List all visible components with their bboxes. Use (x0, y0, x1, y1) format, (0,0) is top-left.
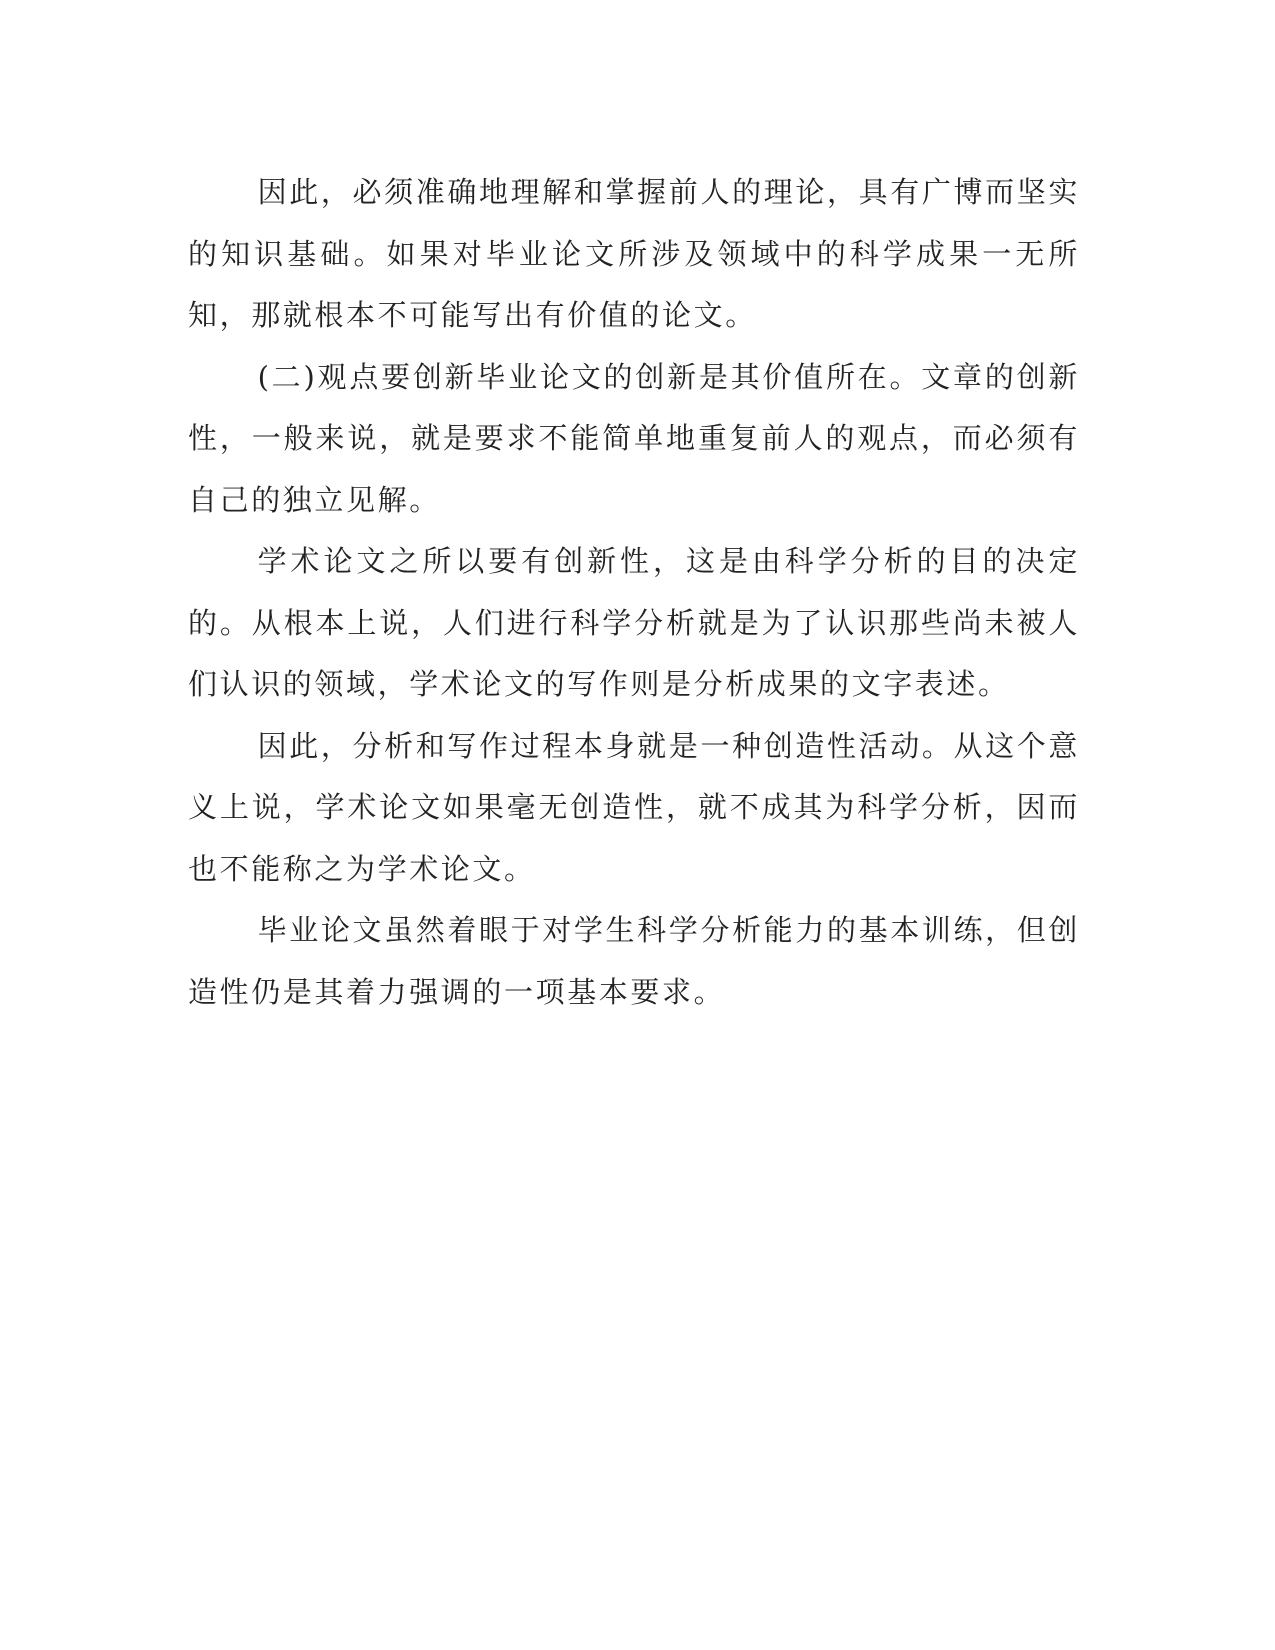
paragraph-2: (二)观点要创新毕业论文的创新是其价值所在。文章的创新性，一般来说，就是要求不能简单地重复前人的观点，而必须有自己的独立见解。 (188, 359, 1080, 517)
paragraph-5: 毕业论文虽然着眼于对学生科学分析能力的基本训练，但创造性仍是其着力强调的一项基本要求。 (188, 913, 1080, 1009)
document-body (188, 162, 1080, 1023)
paragraph-1: 因此，必须准确地理解和掌握前人的理论，具有广博而坚实的知识基础。如果对毕业论文所涉及领域中的科学成果一无所知，那就根本不可能写出有价值的论文。 (188, 175, 1080, 332)
paragraph-4: 因此，分析和写作过程本身就是一种创造性活动。从这个意义上说，学术论文如果毫无创造性，就不成其为科学分析，因而也不能称之为学术论文。 (188, 728, 1080, 886)
paragraph-3: 学术论文之所以要有创新性，这是由科学分析的目的决定的。从根本上说，人们进行科学分析就是为了认识那些尚未被人们认识的领域，学术论文的写作则是分析成果的文字表述。 (188, 544, 1080, 701)
